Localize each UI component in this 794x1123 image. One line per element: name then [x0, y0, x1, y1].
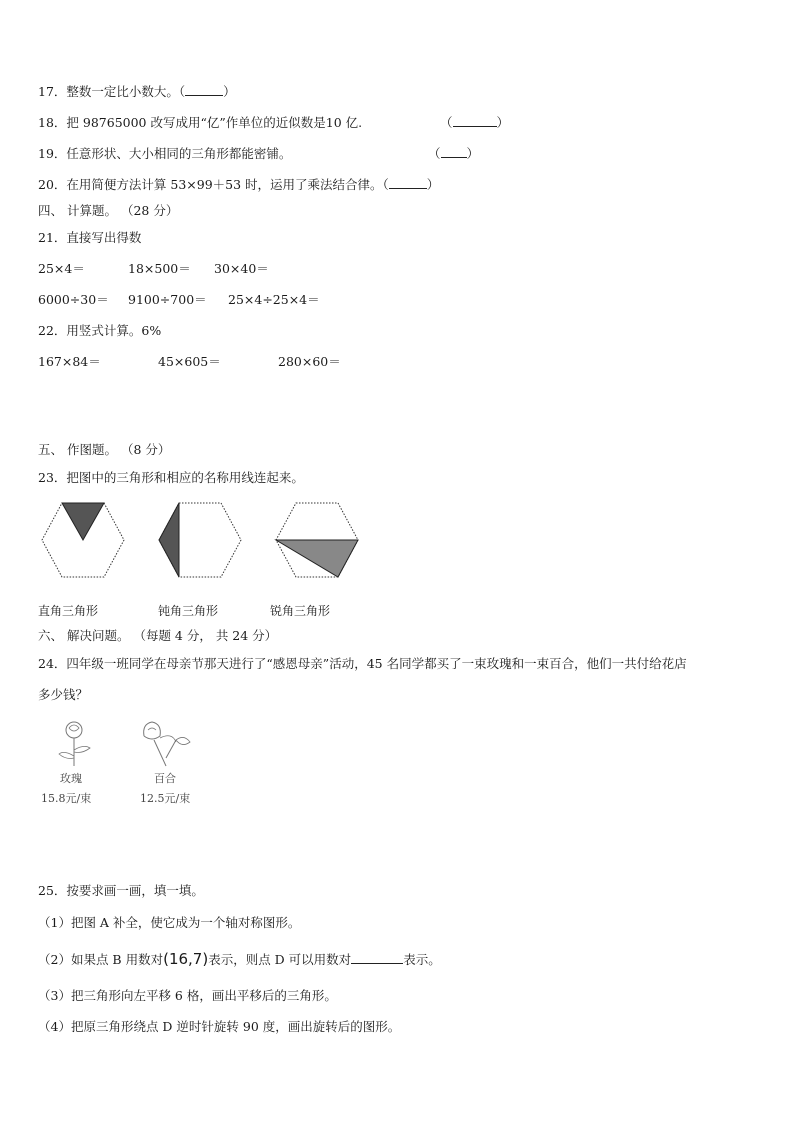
q25-part-1: （1）把图 A 补全，使它成为一个轴对称图形。: [38, 915, 301, 930]
question-19: [38, 146, 291, 162]
q18-text: 把 98765000 改写成用“亿”作单位的近似数是10 亿.: [66, 115, 363, 130]
q22-title: 22．用竖式计算。6%: [38, 323, 162, 338]
q20-answer-blank[interactable]: [389, 177, 427, 189]
q25-part-2-mid: 表示，则点 D 可以用数对: [208, 952, 352, 967]
section-5-title: 五、 作图题。 （8 分）: [38, 442, 171, 457]
q17-text: 整数一定比小数大。（: [66, 84, 186, 99]
q17-number: 17．: [38, 84, 67, 99]
q22-item-3: 280×60＝: [278, 354, 341, 369]
q21-item-2: 18×500＝: [128, 261, 191, 276]
triangle-obtuse-fill: [159, 503, 179, 577]
q25-part-3: （3）把三角形向左平移 6 格，画出平移后的三角形。: [38, 988, 337, 1003]
lily-name: 百合: [154, 772, 176, 785]
hexagon-figure-1: [38, 500, 128, 580]
q18-open-paren: （: [440, 115, 453, 130]
q19-number: 19．: [38, 146, 67, 161]
q20-number: 20．: [38, 177, 67, 192]
rose-icon: [54, 718, 102, 768]
label-right-triangle: 直角三角形: [38, 604, 99, 618]
label-obtuse-triangle: 钝角三角形: [158, 604, 219, 618]
q22-item-1: 167×84＝: [38, 354, 101, 369]
label-acute-triangle: 锐角三角形: [270, 604, 331, 618]
q21-item-1: 25×4＝: [38, 261, 85, 276]
question-20: [38, 177, 439, 193]
q18-answer: [440, 115, 509, 131]
q19-text: 任意形状、大小相同的三角形都能密铺。: [66, 146, 292, 161]
q24-line-2: 多少钱？: [38, 687, 89, 702]
q21-title: 21．直接写出得数: [38, 230, 142, 245]
q19-answer-blank[interactable]: [441, 146, 467, 158]
q25-part-2-pre: （2）如果点 B 用数对: [38, 952, 164, 967]
lily-price: 12.5元/束: [140, 792, 191, 805]
q21-item-4: 6000÷30＝: [38, 292, 109, 307]
hexagon-figure-3: [272, 500, 362, 580]
q24-line-1: 24．四年级一班同学在母亲节那天进行了“感恩母亲”活动，45 名同学都买了一束玫瑰和一束百合，他们一共付给花店: [38, 656, 687, 671]
q25-answer-blank[interactable]: [351, 952, 403, 964]
question-17: [38, 84, 236, 100]
q18-answer-blank[interactable]: [453, 115, 497, 127]
q20-close-paren: ）: [426, 177, 440, 192]
hexagon-figure-2: [155, 500, 245, 580]
q25-title: 25．按要求画一画，填一填。: [38, 883, 204, 898]
q18-close-paren: ）: [496, 115, 510, 130]
section-6-title: 六、 解决问题。 （每题 4 分， 共 24 分）: [38, 628, 278, 643]
triangle-acute-fill: [276, 540, 358, 577]
triangle-right-fill: [62, 503, 104, 540]
q20-text: 在用简便方法计算 53×99＋53 时，运用了乘法结合律。（: [66, 177, 389, 192]
q25-part-2-post: 表示。: [403, 952, 441, 967]
q18-number: 18．: [38, 115, 67, 130]
q19-answer: [428, 146, 479, 162]
q22-item-2: 45×605＝: [158, 354, 221, 369]
lily-icon: [136, 718, 196, 768]
q21-item-6: 25×4÷25×4＝: [228, 292, 320, 307]
q25-point-b-tuple: (16,7): [163, 950, 209, 968]
rose-name: 玫瑰: [60, 772, 82, 785]
section-4-title: 四、 计算题。 （28 分）: [38, 203, 179, 218]
question-18: [38, 115, 362, 131]
q23-title: 23．把图中的三角形和相应的名称用线连起来。: [38, 470, 304, 485]
q21-item-3: 30×40＝: [214, 261, 269, 276]
q25-part-2: [38, 951, 441, 968]
rose-price: 15.8元/束: [41, 792, 92, 805]
q17-answer-blank[interactable]: [185, 84, 223, 96]
q19-close-paren: ）: [466, 146, 480, 161]
q17-close-paren: ）: [223, 84, 236, 99]
q25-part-4: （4）把原三角形绕点 D 逆时针旋转 90 度，画出旋转后的图形。: [38, 1019, 401, 1034]
q19-open-paren: （: [428, 146, 441, 161]
q21-item-5: 9100÷700＝: [128, 292, 207, 307]
